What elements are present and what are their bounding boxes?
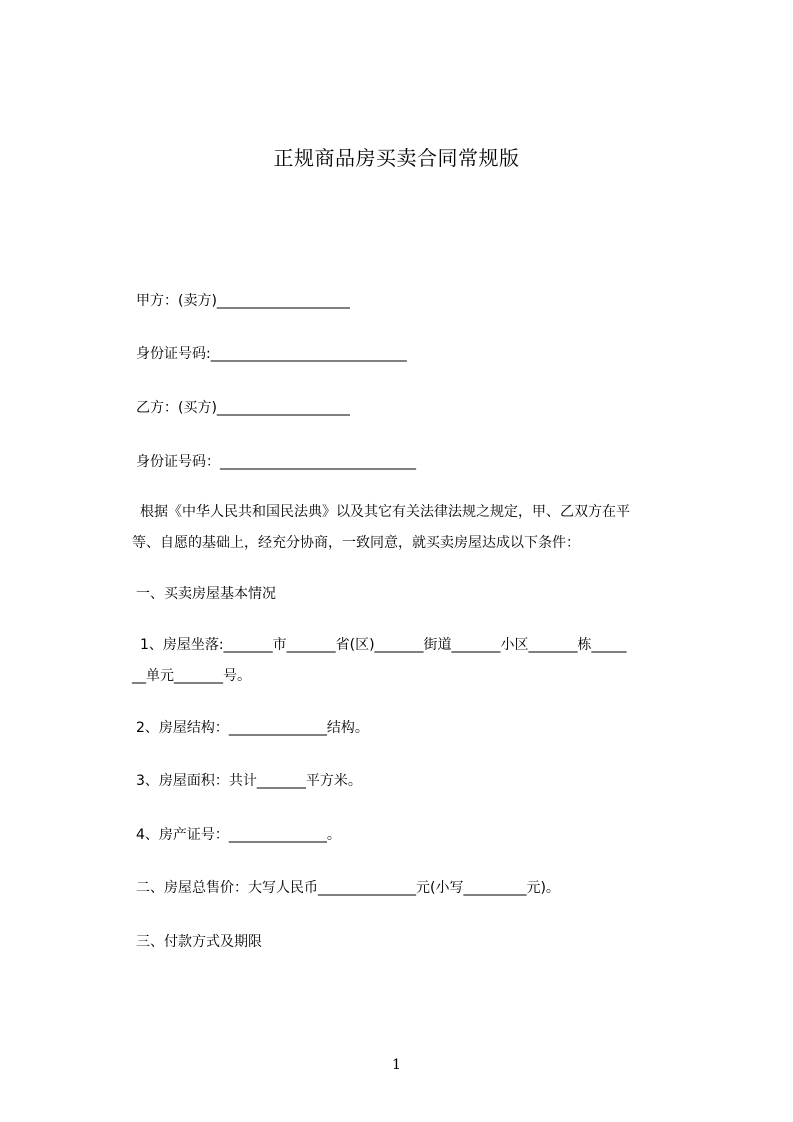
party-b-line: 乙方：(买方)___________________ <box>136 400 350 416</box>
section-1-heading: 一、买卖房屋基本情况 <box>136 586 276 602</box>
section-3-heading: 三、付款方式及期限 <box>136 934 262 950</box>
item-3-line: 3、房屋面积：共计_______平方米。 <box>136 773 362 789</box>
item-2-line: 2、房屋结构：______________结构。 <box>136 720 369 736</box>
preamble-line-2: 等、自愿的基础上，经充分协商，一致同意，就买卖房屋达成以下条件： <box>132 535 580 551</box>
page-number: 1 <box>392 1057 401 1073</box>
item-1-line-1: 1、房屋坐落:_______市_______省(区)_______街道_______小区_______栋_____ <box>140 637 627 653</box>
preamble-paragraph <box>132 497 706 559</box>
item-4-line: 4、房产证号：______________。 <box>136 827 341 843</box>
party-a-id-line: 身份证号码:____________________________ <box>136 346 407 362</box>
section-2-line: 二、房屋总售价：大写人民币______________元(小写_________元)。 <box>136 880 560 896</box>
item-1-paragraph <box>132 630 706 692</box>
party-b-id-line: 身份证号码：____________________________ <box>136 454 416 470</box>
party-a-line: 甲方：(卖方)___________________ <box>136 293 350 309</box>
preamble-line-1: 根据《中华人民共和国民法典》以及其它有关法律法规之规定，甲、乙双方在平 <box>140 504 630 520</box>
document-title: 正规商品房买卖合同常规版 <box>273 146 520 170</box>
item-1-line-2: __单元_______号。 <box>132 668 251 684</box>
